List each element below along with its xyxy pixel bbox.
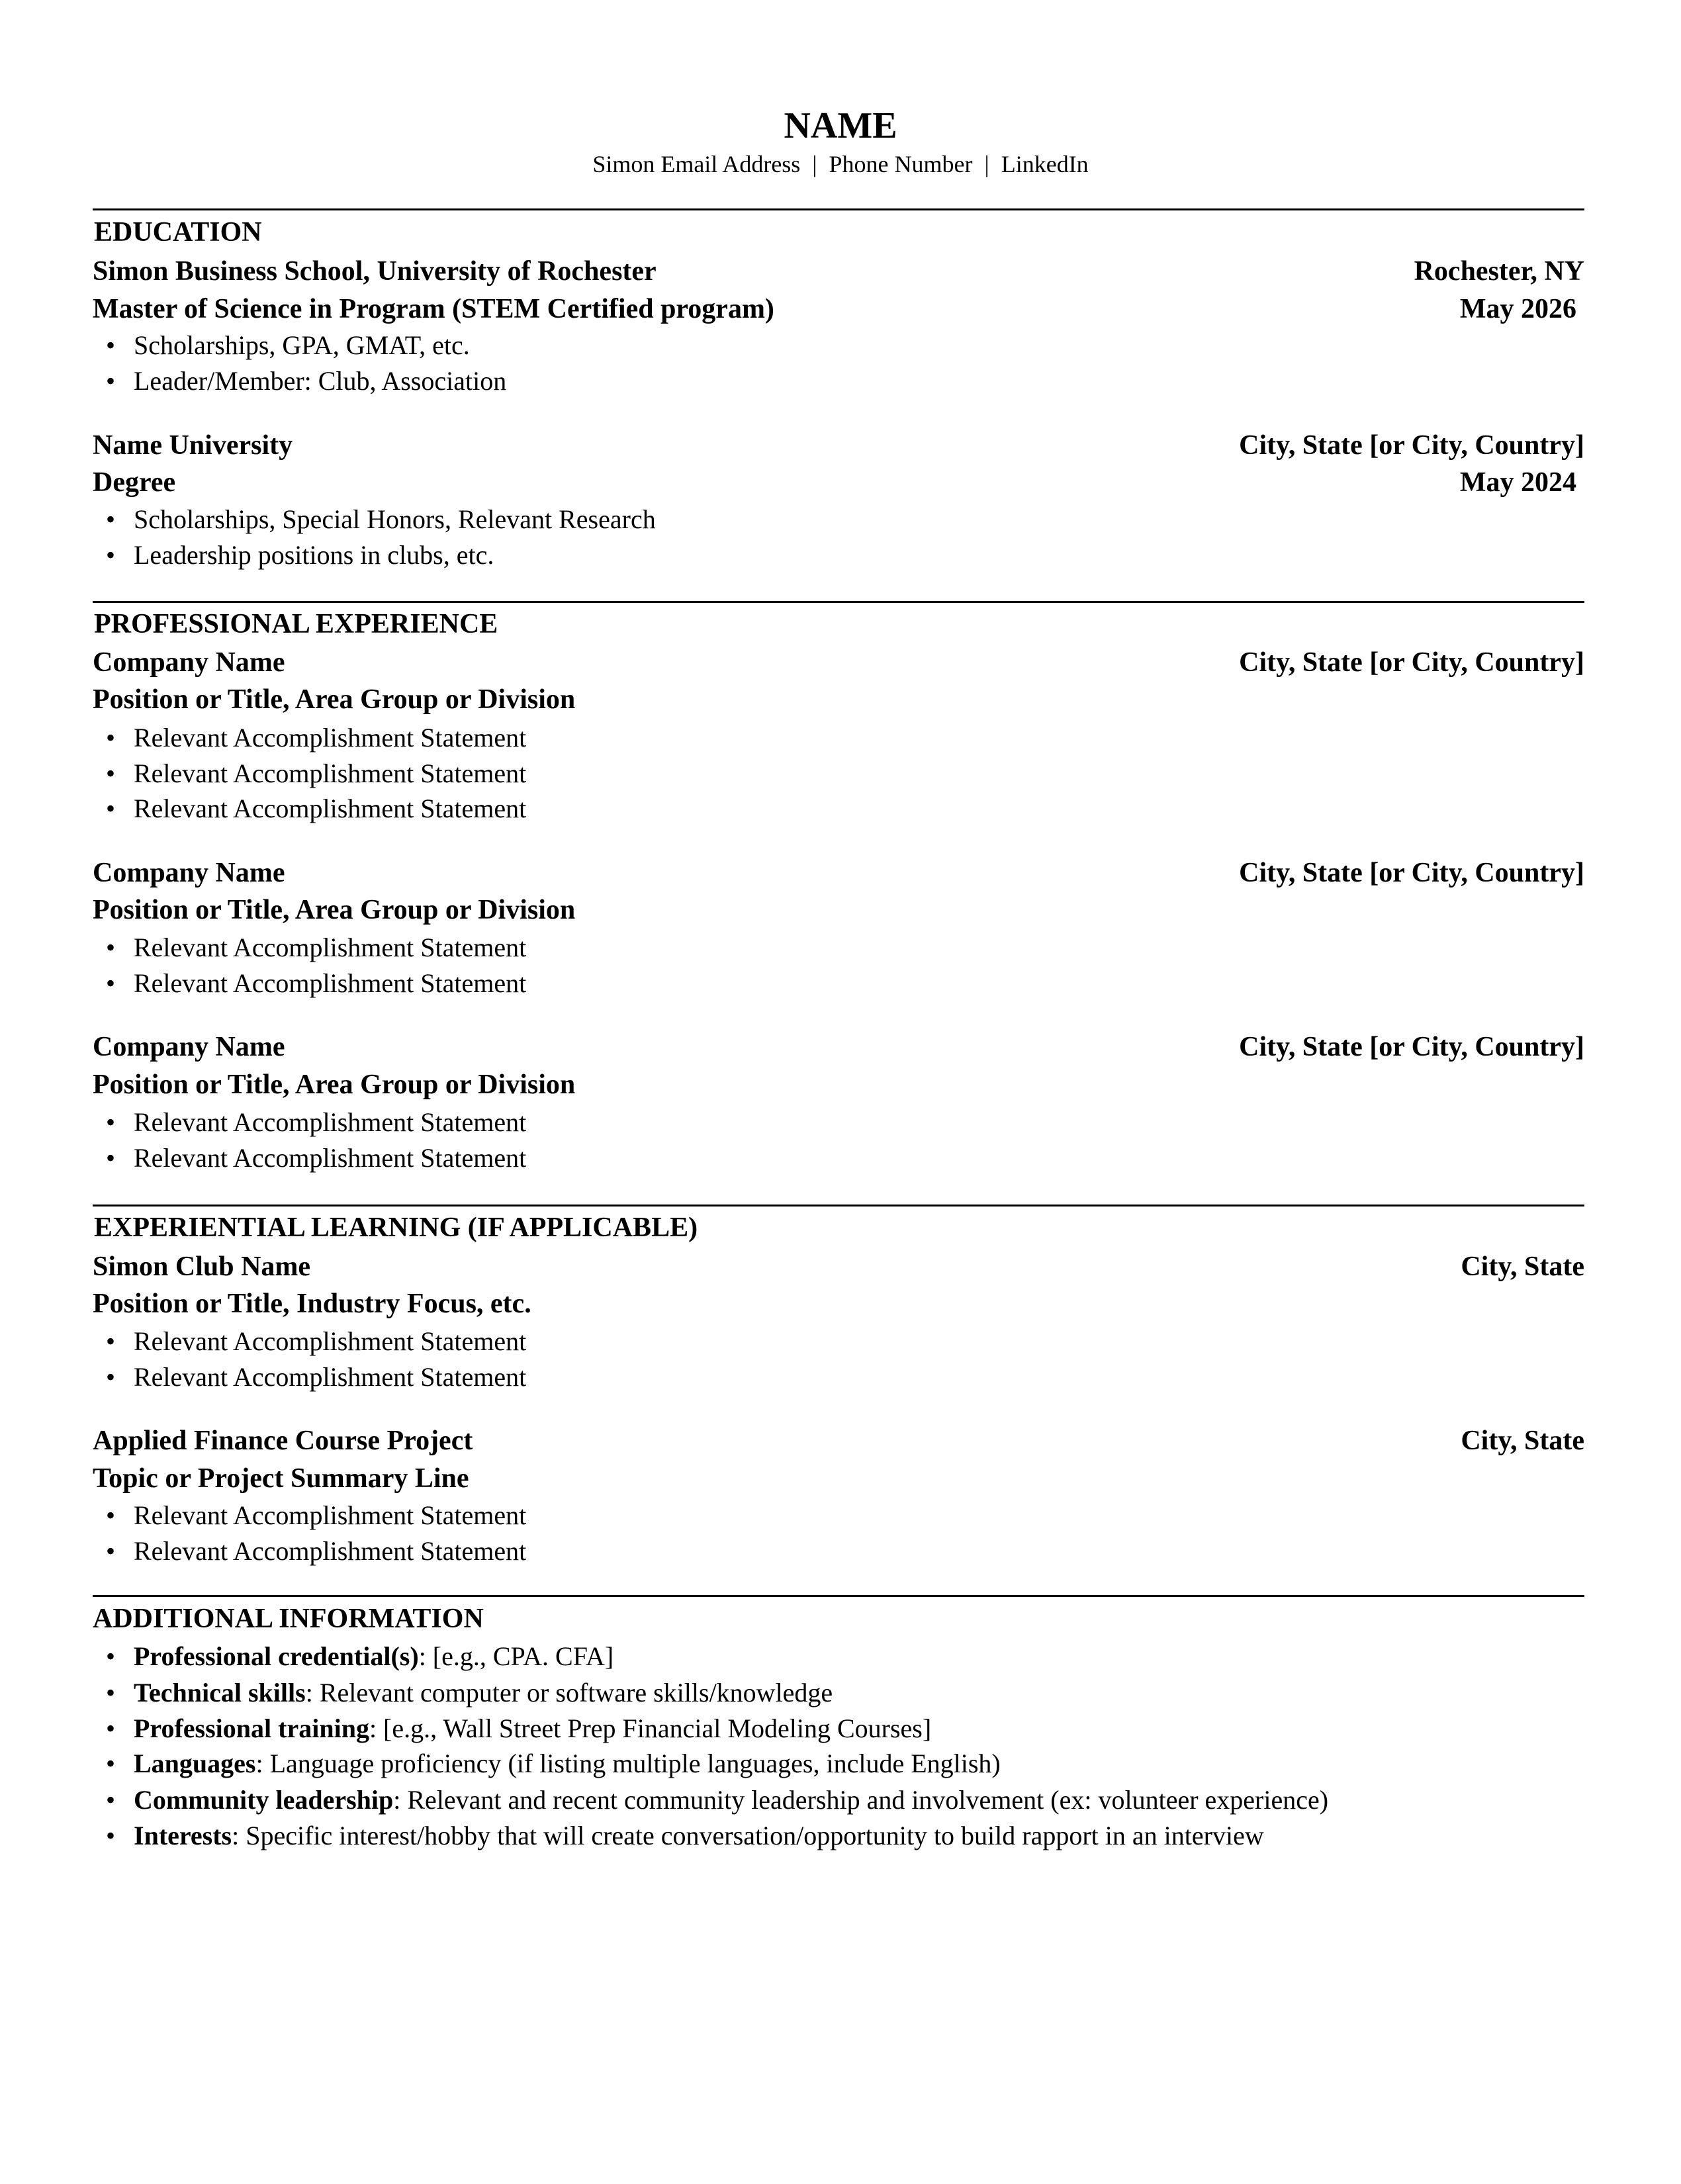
linkedin: LinkedIn: [1001, 151, 1089, 177]
contact-line: Simon Email Address | Phone Number | LinkedIn: [592, 151, 1089, 177]
list-item: • Languages: Language proficiency (if listing multiple languages, include English): [106, 1749, 1001, 1778]
list-item: • Interests: Specific interest/hobby that will create conversation/opportunity to build rapport in an interview: [106, 1821, 1264, 1850]
project-summary: Topic or Project Summary Line: [93, 1463, 469, 1494]
list-item: • Relevant Accomplishment Statement: [106, 1143, 527, 1173]
email-address: Simon Email Address: [592, 151, 801, 177]
list-item: • Scholarships, Special Honors, Relevant Research: [106, 504, 656, 534]
list-item: • Leader/Member: Club, Association: [106, 366, 507, 396]
degree-date: May 2024: [1459, 467, 1576, 498]
position-title: Position or Title, Area Group or Division: [93, 895, 576, 925]
list-item: • Relevant Accomplishment Statement: [106, 933, 527, 962]
company-location: City, State [or City, Country]: [1239, 858, 1584, 888]
company-name: Company Name: [93, 858, 285, 888]
list-item: • Professional credential(s): [e.g., CPA. CFA]: [106, 1641, 614, 1671]
section-heading-education: EDUCATION: [94, 217, 262, 248]
section-divider: [93, 601, 1584, 603]
company-location: City, State [or City, Country]: [1239, 647, 1584, 678]
list-item: • Scholarships, GPA, GMAT, etc.: [106, 330, 470, 360]
phone-number: Phone Number: [829, 151, 973, 177]
list-item: • Relevant Accomplishment Statement: [106, 1326, 527, 1356]
company-name: Company Name: [93, 647, 285, 678]
degree-name: Master of Science in Program (STEM Certified program): [93, 294, 774, 324]
list-item: • Relevant Accomplishment Statement: [106, 1500, 527, 1530]
list-item: • Relevant Accomplishment Statement: [106, 1362, 527, 1392]
section-divider: [93, 208, 1584, 210]
list-item: • Community leadership: Relevant and recent community leadership and involvement (ex: volunteer experience): [106, 1785, 1329, 1815]
school-name: Simon Business School, University of Rochester: [93, 256, 657, 287]
school-location: City, State [or City, Country]: [1239, 430, 1584, 461]
school-location: Rochester, NY: [1414, 256, 1584, 287]
company-location: City, State [or City, Country]: [1239, 1032, 1584, 1062]
candidate-name: NAME: [784, 105, 897, 146]
position-title: Position or Title, Area Group or Division: [93, 1069, 576, 1100]
list-item: • Relevant Accomplishment Statement: [106, 1107, 527, 1137]
company-name: Company Name: [93, 1032, 285, 1062]
section-heading-experience: PROFESSIONAL EXPERIENCE: [94, 609, 498, 639]
position-title: Position or Title, Area Group or Division: [93, 684, 576, 715]
club-name: Simon Club Name: [93, 1251, 311, 1282]
degree-name: Degree: [93, 467, 176, 498]
position-title: Position or Title, Industry Focus, etc.: [93, 1289, 531, 1319]
project-name: Applied Finance Course Project: [93, 1426, 473, 1456]
list-item: • Professional training: [e.g., Wall Street Prep Financial Modeling Courses]: [106, 1713, 932, 1743]
list-item: • Relevant Accomplishment Statement: [106, 758, 527, 788]
project-location: City, State: [1461, 1426, 1584, 1456]
list-item: • Leadership positions in clubs, etc.: [106, 540, 494, 570]
section-heading-experiential-learning: EXPERIENTIAL LEARNING (IF APPLICABLE): [94, 1212, 698, 1243]
section-divider: [93, 1205, 1584, 1206]
section-heading-additional-information: ADDITIONAL INFORMATION: [93, 1604, 484, 1634]
list-item: • Relevant Accomplishment Statement: [106, 968, 527, 998]
list-item: • Relevant Accomplishment Statement: [106, 1536, 527, 1566]
school-name: Name University: [93, 430, 293, 461]
list-item: • Technical skills: Relevant computer or software skills/knowledge: [106, 1678, 833, 1707]
list-item: • Relevant Accomplishment Statement: [106, 794, 527, 823]
section-divider: [93, 1595, 1584, 1597]
club-location: City, State: [1461, 1251, 1584, 1282]
degree-date: May 2026: [1459, 294, 1576, 324]
list-item: • Relevant Accomplishment Statement: [106, 723, 527, 752]
